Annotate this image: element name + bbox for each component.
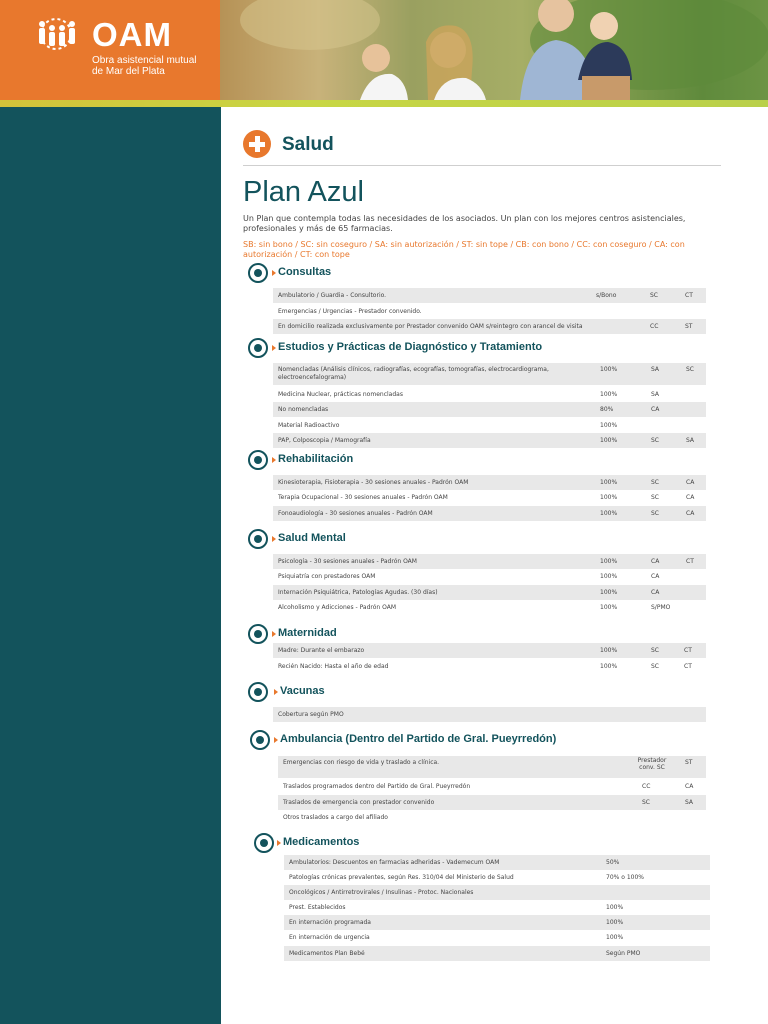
row-c2: CA: [651, 406, 660, 413]
heart-monitor-icon: [248, 338, 268, 358]
row-c2: 100%: [606, 934, 624, 941]
row-c3: SC: [686, 366, 694, 373]
section-title: Salud: [282, 134, 334, 155]
row-c3: SA: [685, 799, 694, 806]
plan-legend: SB: sin bono / SC: sin coseguro / SA: sin autorización / ST: sin tope / CB: con bono / CC: con coseguro / CA: con autorización / CT: con tope: [243, 240, 685, 259]
table-row: [278, 779, 706, 794]
row-label: PAP, Colposcopia / Mamografía: [278, 437, 371, 444]
row-label: Alcoholismo y Adicciones - Padrón OAM: [278, 604, 397, 611]
row-c2: 70% o 100%: [606, 874, 644, 881]
row-c2: 100%: [606, 904, 624, 911]
plus-icon: [243, 130, 271, 158]
table-row: [278, 756, 706, 778]
row-label: Terapia Ocupacional - 30 sesiones anuales - Padrón OAM: [278, 494, 448, 501]
row-label: Oncológicos / Antirretrovirales / Insulinas - Protoc. Nacionales: [289, 889, 474, 896]
stethoscope-icon: [248, 263, 268, 283]
section-heading: Ambulancia (Dentro del Partido de Gral. Pueyrredón): [280, 733, 557, 745]
row-c1: 100%: [600, 558, 618, 565]
row-label: Prest. Establecidos: [289, 904, 346, 911]
table-row: [284, 946, 710, 961]
row-c1: 100%: [600, 391, 618, 398]
row-c2: CA: [651, 589, 660, 596]
row-label: Traslados de emergencia con prestador convenido: [283, 799, 435, 806]
table-row: [273, 643, 706, 658]
chevron-right-icon: [277, 840, 281, 846]
row-label: Ambulatorios: Descuentos en farmacias adheridas - Vademecum OAM: [289, 859, 500, 866]
row-c3: CT: [684, 647, 692, 654]
pregnancy-icon: [248, 624, 268, 644]
table-row: [273, 363, 706, 385]
left-sidebar: [0, 107, 221, 1024]
row-c1: 100%: [600, 479, 618, 486]
row-c2: SC: [651, 437, 659, 444]
row-label: Recién Nacido: Hasta el año de edad: [278, 663, 389, 670]
section-heading: Vacunas: [280, 685, 325, 697]
table-row: [273, 288, 706, 303]
table-row: [273, 402, 706, 417]
row-c2: SC: [651, 663, 659, 670]
table-row: [284, 900, 710, 915]
table-row: [273, 506, 706, 521]
row-label: Psiquiatría con prestadores OAM: [278, 573, 376, 580]
row-c2: CA: [651, 573, 660, 580]
row-label: Patologías crónicas prevalentes, según Res. 310/04 del Ministerio de Salud: [289, 874, 514, 881]
logo[interactable]: [0, 0, 220, 100]
row-c3: CT: [686, 558, 694, 565]
head-icon: [248, 529, 268, 549]
row-c1: 100%: [600, 437, 618, 444]
row-c2: CA: [651, 558, 660, 565]
row-c2: 100%: [606, 919, 624, 926]
pills-icon: [254, 833, 274, 853]
row-label: Material Radioactivo: [278, 422, 340, 429]
row-c3: SA: [686, 437, 695, 444]
chevron-right-icon: [274, 689, 278, 695]
chevron-right-icon: [274, 737, 278, 743]
header-banner: [0, 0, 768, 107]
row-c2: SA: [651, 366, 660, 373]
row-c1: 100%: [600, 663, 618, 670]
table-row: [278, 795, 706, 810]
logo-wordmark: OAM: [92, 16, 172, 53]
row-c2: CC: [650, 323, 659, 330]
row-c2: SC: [651, 494, 659, 501]
table-row: [273, 387, 706, 402]
table-row: [273, 585, 706, 600]
row-c2: Según PMO: [606, 950, 641, 957]
table-row: [284, 915, 710, 930]
row-label: En internación programada: [289, 919, 371, 926]
section-heading: Estudios y Prácticas de Diagnóstico y Tratamiento: [278, 341, 543, 353]
table-row: [273, 659, 706, 674]
row-c1: 80%: [600, 406, 614, 413]
row-c3: ST: [685, 759, 693, 766]
row-label: Internación Psiquiátrica, Patologías Agudas. (30 días): [278, 589, 438, 596]
table-row: [273, 600, 706, 615]
table-row: [273, 304, 706, 319]
row-c3: ST: [685, 323, 693, 330]
row-c2: SC: [651, 479, 659, 486]
table-row: [273, 490, 706, 505]
row-label: Medicina Nuclear, prácticas nomencladas: [278, 391, 403, 398]
row-c2: S/PMO: [651, 604, 671, 611]
row-c3: CT: [685, 292, 693, 299]
row-c1: 100%: [600, 573, 618, 580]
row-label: Psicología - 30 sesiones anuales - Padrón OAM: [278, 558, 417, 565]
row-c2: Prestador conv. SC: [637, 757, 667, 771]
row-label: Medicamentos Plan Bebé: [289, 950, 365, 957]
logo-subtitle: Obra asistencial mutual de Mar del Plata: [92, 55, 197, 77]
row-c3: CA: [685, 783, 694, 790]
row-c3: CA: [686, 479, 695, 486]
row-c2: SC: [650, 292, 658, 299]
chevron-right-icon: [272, 270, 276, 276]
row-c1: 100%: [600, 422, 618, 429]
syringe-icon: [248, 682, 268, 702]
section-heading: Medicamentos: [283, 836, 360, 848]
section-heading: Consultas: [278, 266, 332, 278]
family-photo: [220, 0, 768, 100]
row-label: Emergencias con riesgo de vida y traslado a clínica.: [283, 759, 440, 766]
row-c1: 100%: [600, 510, 618, 517]
table-row: [284, 885, 710, 900]
row-label: Otros traslados a cargo del afiliado: [283, 814, 388, 821]
row-label: En domicilio realizada exclusivamente por Prestador convenido OAM s/reintegro con arancel de visita: [278, 323, 583, 330]
row-label: Ambulatorio / Guardia - Consultorio.: [278, 292, 387, 299]
chevron-right-icon: [272, 345, 276, 351]
table-row: [284, 930, 710, 945]
row-label: En internación de urgencia: [289, 934, 370, 941]
table-row: [278, 810, 706, 825]
row-c1: 100%: [600, 589, 618, 596]
row-c2: SC: [651, 647, 659, 654]
plan-description: Un Plan que contempla todas las necesidades de los asociados. Un plan con los mejores centros asistenciales, profesionales y más de 65 farmacias.: [243, 214, 686, 233]
table-row: [273, 418, 706, 433]
wheelchair-icon: [248, 450, 268, 470]
row-label: No nomencladas: [278, 406, 329, 413]
family-sun-icon: [28, 10, 84, 56]
row-c1: s/Bono: [596, 292, 617, 299]
table-row: [273, 569, 706, 584]
row-c2: 50%: [606, 859, 620, 866]
row-c1: 100%: [600, 366, 618, 373]
table-row: [273, 319, 706, 334]
chevron-right-icon: [272, 631, 276, 637]
header-stripe: [0, 100, 768, 107]
plan-title: Plan Azul: [243, 176, 364, 208]
section-heading: Rehabilitación: [278, 453, 354, 465]
row-c2: CC: [642, 783, 651, 790]
row-label: Traslados programados dentro del Partido de Gral. Pueyrredón: [283, 783, 471, 790]
row-label: Fonoaudiología - 30 sesiones anuales - Padrón OAM: [278, 510, 433, 517]
row-c1: 100%: [600, 494, 618, 501]
row-label: Nomencladas (Análisis clínicos, radiografías, ecografías, tomografías, electrocardiograma, electroencefalograma): [278, 366, 549, 381]
row-c2: SA: [651, 391, 660, 398]
table-row: [284, 870, 710, 885]
chevron-right-icon: [272, 536, 276, 542]
row-label: Cobertura según PMO: [278, 711, 344, 718]
table-row: [273, 475, 706, 490]
row-c3: CA: [686, 494, 695, 501]
row-c2: SC: [651, 510, 659, 517]
row-c2: SC: [642, 799, 650, 806]
table-row: [273, 707, 706, 722]
row-label: Emergencias / Urgencias - Prestador convenido.: [278, 308, 422, 315]
row-c1: 100%: [600, 647, 618, 654]
table-row: [273, 433, 706, 448]
row-label: Madre: Durante el embarazo: [278, 647, 365, 654]
ambulance-icon: [250, 730, 270, 750]
row-c3: CT: [684, 663, 692, 670]
row-c3: CA: [686, 510, 695, 517]
table-row: [284, 855, 710, 870]
table-row: [273, 554, 706, 569]
section-heading: Salud Mental: [278, 532, 346, 544]
divider: [243, 165, 721, 166]
section-heading: Maternidad: [278, 627, 337, 639]
chevron-right-icon: [272, 457, 276, 463]
row-c1: 100%: [600, 604, 618, 611]
row-label: Kinesioterapia, Fisioterapia - 30 sesiones anuales - Padrón OAM: [278, 479, 469, 486]
